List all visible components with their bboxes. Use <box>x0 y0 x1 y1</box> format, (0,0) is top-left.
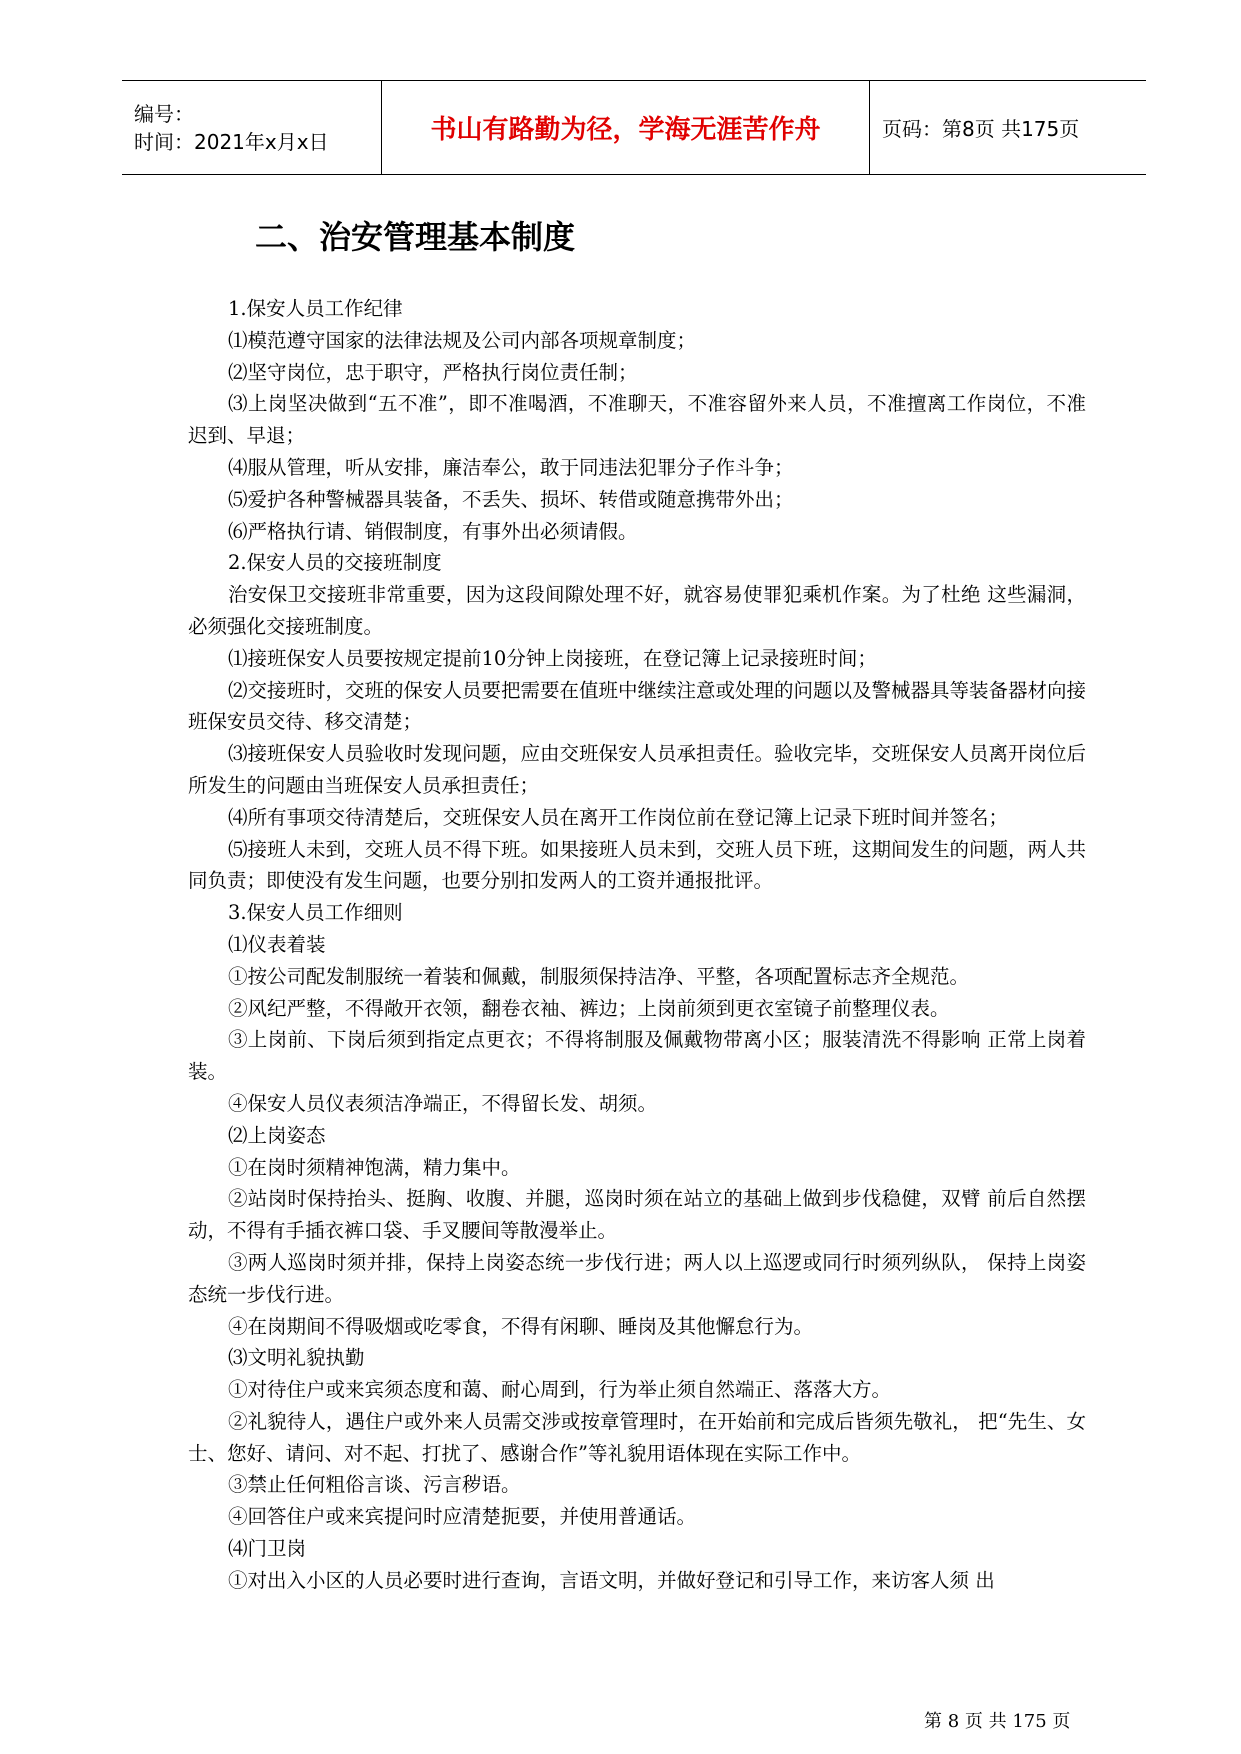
paragraph: ⑶上岗坚决做到“五不准”，即不准喝酒，不准聊天，不准容留外来人员，不准擅离工作岗位，不准迟到、早退； <box>188 392 1086 448</box>
paragraph: ②风纪严整，不得敞开衣领，翻卷衣袖、裤边；上岗前须到更衣室镜子前整理仪表。 <box>228 996 950 1020</box>
paragraph: ②礼貌待人，遇住户或外来人员需交涉或按章管理时，在开始前和完成后皆须先敬礼， 把“先生、女士、您好、请问、对不起、打扰了、感谢合作”等礼貌用语体现在实际工作中。 <box>188 1409 1086 1465</box>
time-label: 时间：2021年x月x日 <box>134 129 329 154</box>
paragraph: ④在岗期间不得吸烟或吃零食，不得有闲聊、睡岗及其他懈怠行为。 <box>228 1314 814 1338</box>
paragraph: ①对待住户或来宾须态度和蔼、耐心周到，行为举止须自然端正、落落大方。 <box>228 1378 892 1402</box>
paragraph: ②站岗时保持抬头、挺胸、收腹、并腿，巡岗时须在站立的基础上做到步伐稳健，双臂 前后自然摆动，不得有手插衣裤口袋、手叉腰间等散漫举止。 <box>188 1187 1086 1243</box>
document-body <box>188 293 1086 1597</box>
paragraph: ①对出入小区的人员必要时进行查询，言语文明，并做好登记和引导工作，来访客人须 出 <box>228 1568 995 1592</box>
paragraph: 治安保卫交接班非常重要，因为这段间隙处理不好，就容易使罪犯乘机作案。为了杜绝 这些漏洞，必须强化交接班制度。 <box>188 583 1086 638</box>
header-page-cell <box>870 81 1146 174</box>
paragraph: ⑵坚守岗位，忠于职守，严格执行岗位责任制； <box>228 360 638 384</box>
paragraph: ④回答住户或来宾提问时应清楚扼要，并使用普通话。 <box>228 1505 697 1529</box>
page-footer: 第 8 页 共 175 页 <box>924 1711 1071 1732</box>
paragraph: ⑸接班人未到，交班人员不得下班。如果接班人员未到，交班人员下班，这期间发生的问题，两人共同负责；即使没有发生问题，也要分别扣发两人的工资并通报批评。 <box>188 837 1087 893</box>
paragraph: ⑷所有事项交待清楚后，交班保安人员在离开工作岗位前在登记簿上记录下班时间并签名； <box>228 805 1009 829</box>
paragraph: ⑵交接班时，交班的保安人员要把需要在值班中继续注意或处理的问题以及警械器具等装备器材向接班保安员交待、移交清楚； <box>188 678 1087 734</box>
paragraph: ⑹严格执行请、销假制度，有事外出必须请假。 <box>228 519 638 543</box>
paragraph: ①按公司配发制服统一着装和佩戴，制服须保持洁净、平整，各项配置标志齐全规范。 <box>228 964 970 988</box>
paragraph: ⑴接班保安人员要按规定提前10分钟上岗接班，在登记簿上记录接班时间； <box>228 646 877 670</box>
header-meta <box>122 81 382 174</box>
serial-number-label: 编号： <box>134 101 194 126</box>
paragraph: ⑶文明礼貌执勤 <box>228 1346 365 1370</box>
page-number-label: 页码：第8页 共175页 <box>882 117 1080 141</box>
header-motto-cell <box>382 81 870 174</box>
paragraph: ⑷服从管理，听从安排，廉洁奉公，敢于同违法犯罪分子作斗争； <box>228 455 794 479</box>
motto: 书山有路勤为径，学海无涯苦作舟 <box>430 115 821 145</box>
paragraph: ③禁止任何粗俗言谈、污言秽语。 <box>228 1473 521 1497</box>
paragraph: ③上岗前、下岗后须到指定点更衣；不得将制服及佩戴物带离小区；服装清洗不得影响 正常上岗着装。 <box>188 1028 1086 1084</box>
paragraph: ⑴仪表着装 <box>228 932 326 956</box>
paragraph: ⑷门卫岗 <box>228 1537 307 1561</box>
paragraph: 3.保安人员工作细则 <box>228 901 403 925</box>
paragraph: 1.保安人员工作纪律 <box>228 297 403 320</box>
paragraph: ⑸爱护各种警械器具装备，不丢失、损坏、转借或随意携带外出； <box>228 487 794 511</box>
paragraph: ⑵上岗姿态 <box>228 1123 326 1147</box>
paragraph: ③两人巡岗时须并排，保持上岗姿态统一步伐行进；两人以上巡逻或同行时须列纵队， 保持上岗姿态统一步伐行进。 <box>188 1250 1086 1306</box>
paragraph: ⑶接班保安人员验收时发现问题，应由交班保安人员承担责任。验收完毕，交班保安人员离开岗位后所发生的问题由当班保安人员承担责任； <box>188 742 1087 797</box>
paragraph: ①在岗时须精神饱满，精力集中。 <box>228 1155 521 1179</box>
section-title: 二、治安管理基本制度 <box>255 218 576 256</box>
paragraph: 2.保安人员的交接班制度 <box>228 551 442 575</box>
paragraph: ④保安人员仪表须洁净端正，不得留长发、胡须。 <box>228 1091 658 1115</box>
paragraph: ⑴模范遵守国家的法律法规及公司内部各项规章制度； <box>228 328 697 352</box>
page-header <box>122 80 1146 175</box>
